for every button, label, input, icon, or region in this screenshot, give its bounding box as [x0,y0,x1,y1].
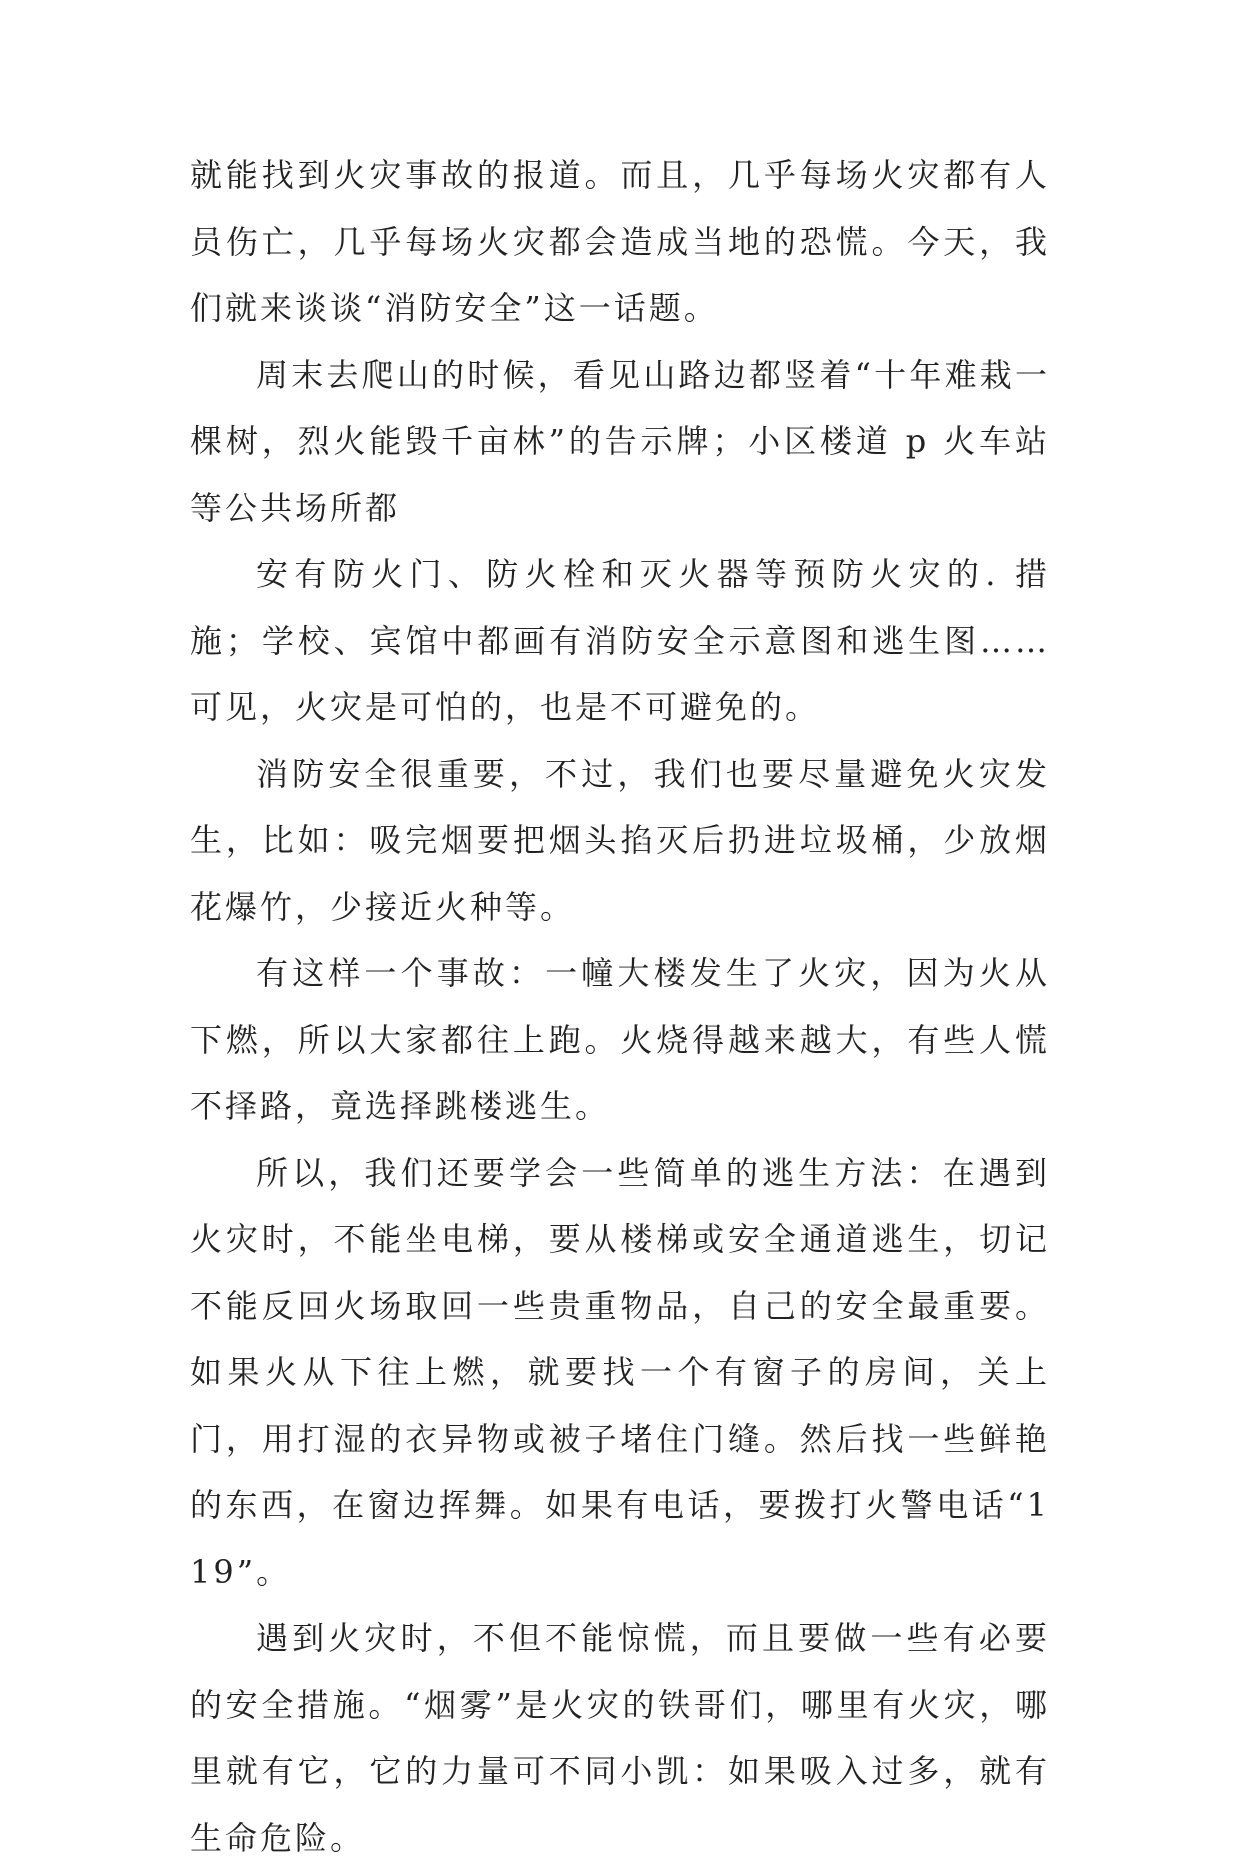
paragraph: 所以，我们还要学会一些简单的逃生方法：在遇到火灾时，不能坐电梯，要从楼梯或安全通道逃生，切记不能反回火场取回一些贵重物品，自己的安全最重要。如果火从下往上燃，就要找一个有窗子的房间，关上门，用打湿的衣异物或被子堵住门缝。然后找一些鲜艳的东西，在窗边挥舞。如果有电话，要拨打火警电话“119”。 [190,1153,1050,1591]
body-text [190,142,1050,1871]
paragraph: 周末去爬山的时候，看见山路边都竖着“十年难栽一棵树，烈火能毁千亩林”的告示牌；小区楼道 p 火车站等公共场所都 [190,355,1050,527]
paragraph-continuation: 就能找到火灾事故的报道。而且，几乎每场火灾都有人员伤亡，几乎每场火灾都会造成当地的恐慌。今天，我们就来谈谈“消防安全”这一话题。 [190,156,1050,327]
paragraph: 消防安全很重要，不过，我们也要尽量避免火灾发生，比如：吸完烟要把烟头掐灭后扔进垃圾桶，少放烟花爆竹，少接近火种等。 [190,754,1050,926]
paragraph: 有这样一个事故：一幢大楼发生了火灾，因为火从下燃，所以大家都往上跑。火烧得越来越大，有些人慌不择路，竟选择跳楼逃生。 [190,954,1050,1125]
paragraph: 安有防火门、防火栓和灭火器等预防火灾的. 措施；学校、宾馆中都画有消防安全示意图和逃生图……可见，火灾是可怕的，也是不可避免的。 [190,555,1050,726]
paragraph: 遇到火灾时，不但不能惊慌，而且要做一些有必要的安全措施。“烟雾”是火灾的铁哥们，哪里有火灾，哪里就有它，它的力量可不同小凯：如果吸入过多，就有生命危险。 [190,1619,1050,1857]
